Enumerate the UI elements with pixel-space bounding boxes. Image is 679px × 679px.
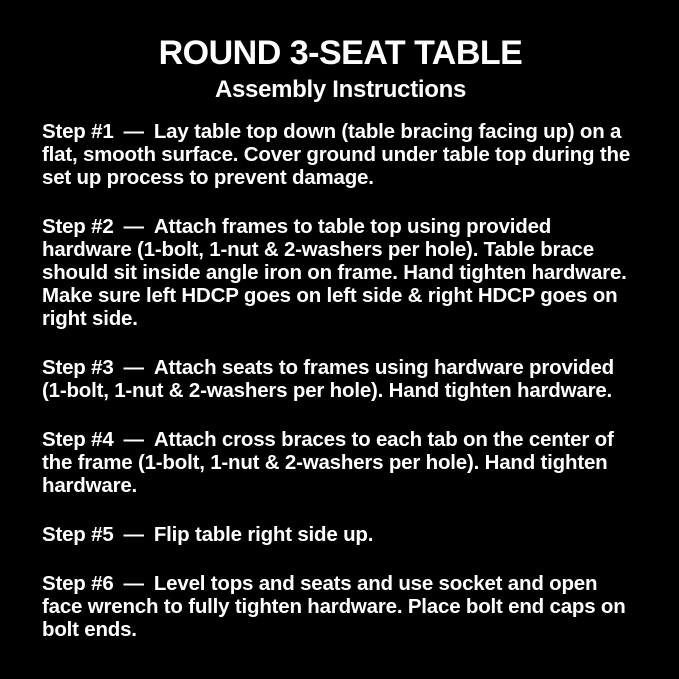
step-dash: — <box>123 522 144 546</box>
step-text: Level tops and seats and use socket and open face wrench to fully tighten hardware. Place bolt end caps on bolt ends. <box>42 571 626 641</box>
step-item-3 <box>42 357 639 403</box>
step-text: Attach cross braces to each tab on the center of the frame (1-bolt, 1-nut & 2-washers per hole). Hand tighten hardware. <box>42 427 614 497</box>
step-label: Step #4 <box>42 427 114 451</box>
step-dash: — <box>123 215 144 239</box>
page-subtitle: Assembly Instructions <box>214 75 467 103</box>
header <box>42 36 639 103</box>
step-label: Step #3 <box>42 355 114 379</box>
step-text: Attach frames to table top using provided hardware (1-bolt, 1-nut & 2-washers per hole). Table brace should sit inside angle iron on frame. Hand tighten hardware. Make sure left HDCP goes on left side & right HDCP goes on right side. <box>42 215 627 330</box>
step-dash: — <box>123 571 144 595</box>
step-dash: — <box>123 120 144 144</box>
step-item-5 <box>42 524 639 547</box>
step-item-1 <box>42 121 639 190</box>
step-item-6 <box>42 573 639 642</box>
step-label: Step #2 <box>42 215 114 239</box>
step-text: Flip table right side up. <box>153 522 374 546</box>
step-item-4 <box>42 429 639 498</box>
step-label: Step #1 <box>42 120 114 144</box>
step-item-2 <box>42 216 639 331</box>
step-text: Attach seats to frames using hardware provided (1-bolt, 1-nut & 2-washers per hole). Hand tighten hardware. <box>42 355 614 402</box>
step-dash: — <box>123 355 144 379</box>
step-label: Step #5 <box>42 522 114 546</box>
page-title: ROUND 3-SEAT TABLE <box>158 34 523 72</box>
steps-list <box>42 121 639 641</box>
step-label: Step #6 <box>42 571 114 595</box>
step-text: Lay table top down (table bracing facing up) on a flat, smooth surface. Cover ground under table top during the set up process to prevent damage. <box>42 120 631 190</box>
step-dash: — <box>123 427 144 451</box>
